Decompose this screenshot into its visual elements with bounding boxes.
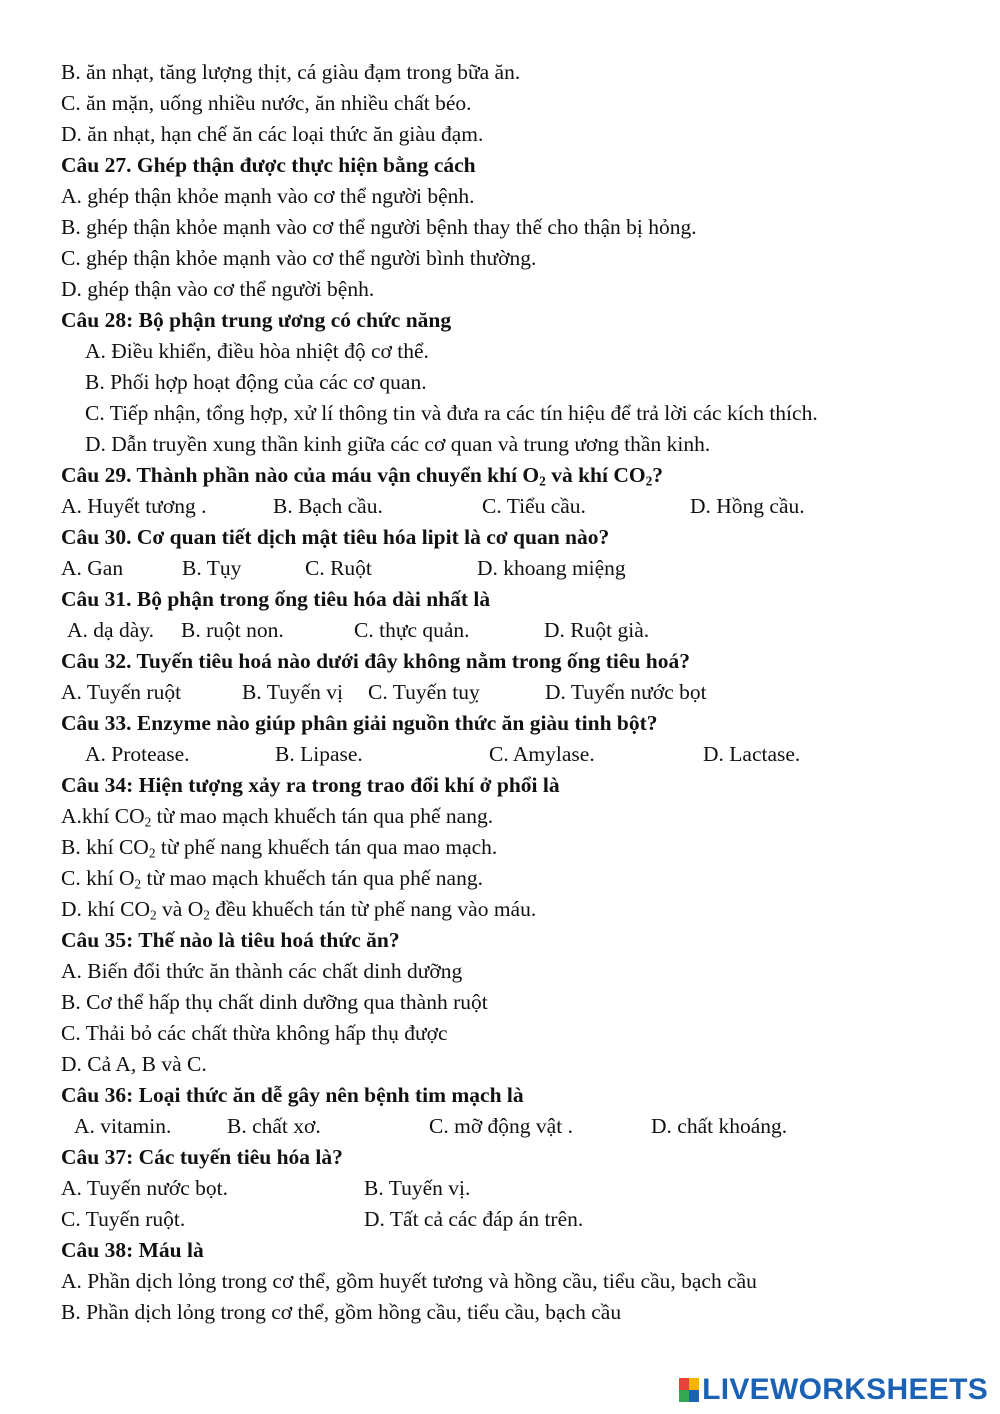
question-36: Câu 36: Loại thức ăn dễ gây nên bệnh tim mạch là [61,1083,524,1107]
q27-option-d: D. ghép thận vào cơ thể người bệnh. [61,277,375,301]
liveworksheets-logo-text: LIVEWORKSHEETS [702,1373,988,1406]
q29-option-d: D. Hồng cầu. [690,494,805,518]
question-29 [0,460,1000,491]
q27-option-c: C. ghép thận khỏe mạnh vào cơ thể người bình thường. [61,246,537,270]
q29-sub-co2: 2 [645,473,653,489]
q35-option-d: D. Cả A, B và C. [61,1052,207,1076]
q28-option-c: C. Tiếp nhận, tổng hợp, xử lí thông tin và đưa ra các tín hiệu để trả lời các kích thích. [85,401,818,425]
q26-option-b: B. ăn nhạt, tăng lượng thịt, cá giàu đạm trong bữa ăn. [61,60,521,84]
q38-option-b: B. Phần dịch lỏng trong cơ thể, gồm hồng cầu, tiểu cầu, bạch cầu [61,1300,622,1324]
q36-option-a: A. vitamin. [74,1114,172,1138]
q31-option-b: B. ruột non. [181,618,284,642]
q34-option-c [0,863,1000,894]
q34-d-sub-2: 2 [203,907,210,923]
q27-option-b: B. ghép thận khỏe mạnh vào cơ thể người bệnh thay thế cho thận bị hỏng. [61,215,697,239]
q34-option-a [0,801,1000,832]
q29-sub-o2: 2 [539,473,546,489]
q32-option-c: C. Tuyến tuỵ [368,680,480,704]
q31-option-d: D. Ruột già. [544,618,650,642]
q32-option-b: B. Tuyến vị [242,680,343,704]
q29-text-2: và khí CO [545,463,646,487]
q34-a-text-2: từ mao mạch khuếch tán qua phế nang. [151,804,494,828]
q33-option-b: B. Lipase. [275,742,363,766]
q29-text-1: Câu 29. Thành phần nào của máu vận chuyển khí O [61,463,540,487]
question-30: Câu 30. Cơ quan tiết dịch mật tiêu hóa lipit là cơ quan nào? [61,525,610,549]
q34-b-text-2: từ phế nang khuếch tán qua mao mạch. [155,835,498,859]
q37-option-d: D. Tất cả các đáp án trên. [364,1207,584,1231]
q26-option-d: D. ăn nhạt, hạn chế ăn các loại thức ăn giàu đạm. [61,122,484,146]
q35-option-b: B. Cơ thể hấp thụ chất dinh dưỡng qua thành ruột [61,990,488,1014]
q34-a-text-1: A.khí CO [61,804,145,828]
q34-c-text-2: từ mao mạch khuếch tán qua phế nang. [141,866,483,890]
q36-options-row [0,1111,1000,1142]
q34-d-sub-1: 2 [150,907,157,923]
q30-option-d: D. khoang miệng [477,556,626,580]
question-31: Câu 31. Bộ phận trong ống tiêu hóa dài nhất là [61,587,491,611]
q30-options-row [0,553,1000,584]
q36-option-c: C. mỡ động vật . [429,1114,573,1138]
q37-option-c: C. Tuyến ruột. [61,1207,186,1231]
q28-option-a: A. Điều khiển, điều hòa nhiệt độ cơ thể. [85,339,429,363]
q37-options-row-1 [0,1173,1000,1204]
q36-option-b: B. chất xơ. [227,1114,321,1138]
q33-options-row [0,739,1000,770]
q30-option-a: A. Gan [61,556,124,580]
q30-option-b: B. Tụy [182,556,242,580]
q32-option-a: A. Tuyến ruột [61,680,182,704]
liveworksheets-logo [679,1373,988,1407]
q31-option-c: C. thực quản. [354,618,470,642]
q33-option-a: A. Protease. [85,742,190,766]
q34-b-text-1: B. khí CO [61,835,149,859]
question-33: Câu 33. Enzyme nào giúp phân giải nguồn thức ăn giàu tinh bột? [61,711,658,735]
q37-options-row-2 [0,1204,1000,1235]
q34-a-sub: 2 [144,814,152,830]
q31-option-a: A. dạ dày. [67,618,154,642]
q29-option-b: B. Bạch cầu. [273,494,383,518]
q38-option-a: A. Phần dịch lỏng trong cơ thể, gồm huyết tương và hồng cầu, tiểu cầu, bạch cầu [61,1269,757,1293]
q32-options-row [0,677,1000,708]
q35-option-a: A. Biến đổi thức ăn thành các chất dinh dưỡng [61,959,463,983]
q29-option-a: A. Huyết tương . [61,494,207,518]
q29-text-3: ? [652,463,664,487]
q29-options-row [0,491,1000,522]
q28-option-b: B. Phối hợp hoạt động của các cơ quan. [85,370,427,394]
q37-option-b: B. Tuyến vị. [364,1176,471,1200]
q37-option-a: A. Tuyến nước bọt. [61,1176,228,1200]
q35-option-c: C. Thải bỏ các chất thừa không hấp thụ được [61,1021,448,1045]
question-37: Câu 37: Các tuyến tiêu hóa là? [61,1145,343,1169]
question-38: Câu 38: Máu là [61,1238,204,1262]
q33-option-c: C. Amylase. [489,742,595,766]
q27-option-a: A. ghép thận khỏe mạnh vào cơ thể người bệnh. [61,184,475,208]
question-34: Câu 34: Hiện tượng xảy ra trong trao đổi khí ở phổi là [61,773,560,797]
q26-option-c: C. ăn mặn, uống nhiều nước, ăn nhiều chất béo. [61,91,472,115]
q34-d-text-1: D. khí CO [61,897,150,921]
q34-option-b [0,832,1000,863]
worksheet-page [0,57,1000,1328]
q30-option-c: C. Ruột [305,556,372,580]
q36-option-d: D. chất khoáng. [651,1114,788,1138]
question-28: Câu 28: Bộ phận trung ương có chức năng [61,308,452,332]
q29-option-c: C. Tiểu cầu. [482,494,586,518]
q34-b-sub: 2 [148,845,156,861]
q34-c-text-1: C. khí O [61,866,135,890]
q34-d-text-3: đều khuếch tán từ phế nang vào máu. [209,897,537,921]
q34-c-sub: 2 [134,876,142,892]
question-35: Câu 35: Thế nào là tiêu hoá thức ăn? [61,928,400,952]
q32-option-d: D. Tuyến nước bọt [545,680,707,704]
q31-options-row [0,615,1000,646]
q34-option-d [0,894,1000,925]
question-27: Câu 27. Ghép thận được thực hiện bằng cách [61,153,476,177]
liveworksheets-logo-icon [679,1378,699,1402]
q34-d-text-2: và O [156,897,204,921]
question-32: Câu 32. Tuyến tiêu hoá nào dưới đây không nằm trong ống tiêu hoá? [61,649,690,673]
q28-option-d: D. Dẫn truyền xung thần kinh giữa các cơ quan và trung ương thần kinh. [85,432,711,456]
q33-option-d: D. Lactase. [703,742,801,766]
